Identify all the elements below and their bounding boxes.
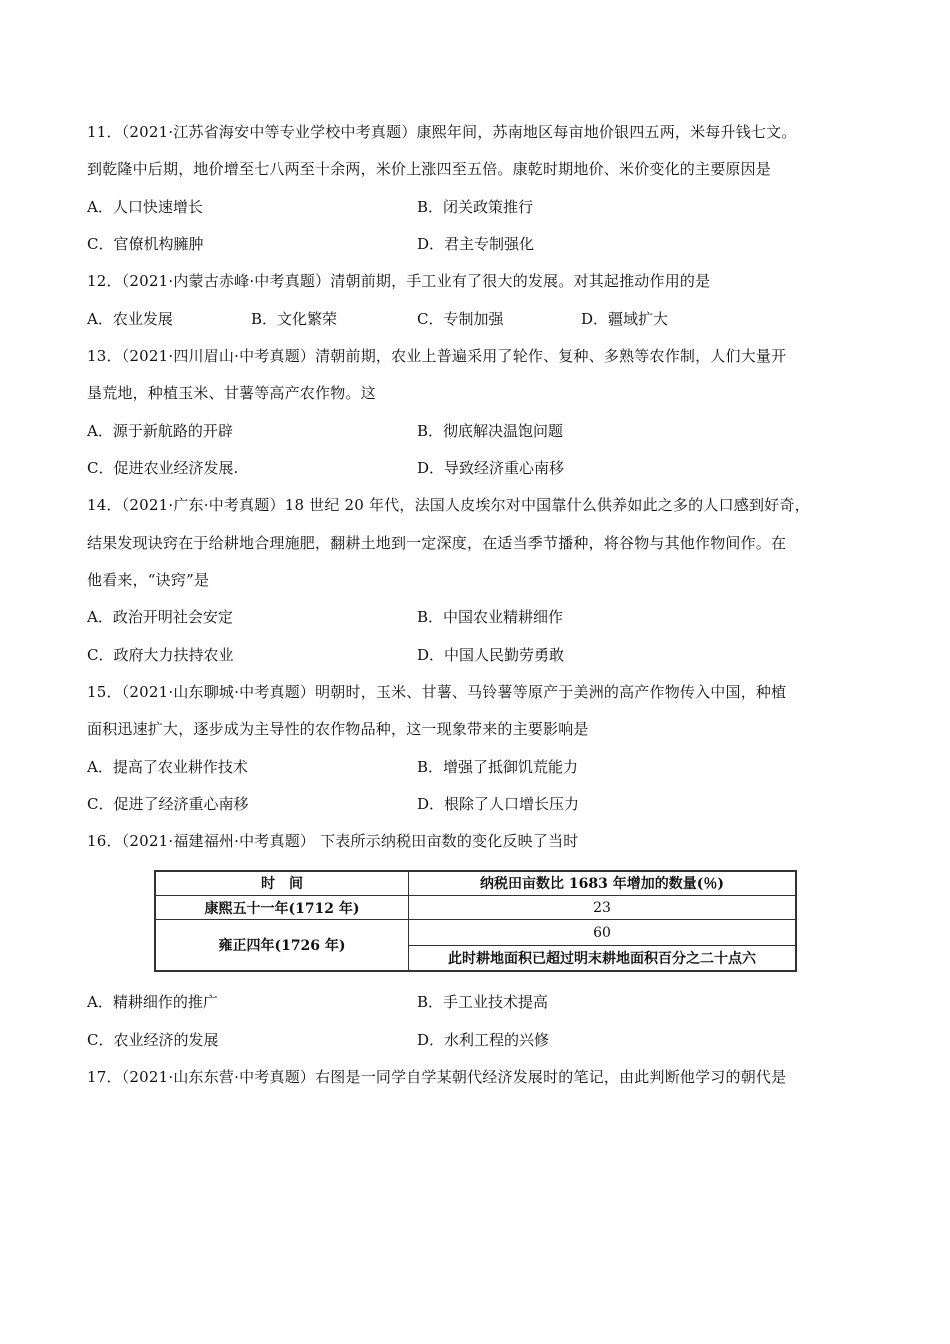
question-16-option-c[interactable]: C．农业经济的发展: [87, 1031, 219, 1049]
question-13-option-d[interactable]: D．导致经济重心南移: [417, 459, 565, 477]
question-11-line-2: 到乾隆中后期，地价增至七八两至十余两，米价上涨四至五倍。康乾时期地价、米价变化的主要原因是: [87, 160, 772, 178]
table-header-value: 纳税田亩数比 1683 年增加的数量(％): [409, 871, 797, 895]
question-14-line-3: 他看来，“诀窍”是: [87, 571, 210, 589]
question-13-option-c[interactable]: C．促进农业经济发展.: [87, 459, 239, 477]
question-11-option-b[interactable]: B．闭关政策推行: [417, 198, 534, 216]
question-17-line-1: 17．（2021·山东东营·中考真题）右图是一同学自学某朝代经济发展时的笔记，由此判断他学习的朝代是: [87, 1068, 787, 1086]
table-row1-value: 23: [409, 895, 797, 919]
question-15-option-a[interactable]: A．提高了农业耕作技术: [87, 758, 248, 776]
question-13-line-1: 13．（2021·四川眉山·中考真题）清朝前期，农业上普遍采用了轮作、复种、多熟等农作制，人们大量开: [87, 347, 787, 365]
question-13-line-2: 垦荒地，种植玉米、甘薯等高产农作物。这: [87, 384, 376, 402]
question-13-option-a[interactable]: A．源于新航路的开辟: [87, 422, 233, 440]
question-16-line-1: 16．（2021·福建福州·中考真题） 下表所示纳税田亩数的变化反映了当时: [87, 832, 579, 850]
question-15-option-d[interactable]: D．根除了人口增长压力: [417, 795, 580, 813]
question-12-option-d[interactable]: D．疆域扩大: [581, 310, 669, 328]
table-row2-time: 雍正四年(1726 年): [155, 920, 409, 971]
question-11-option-d[interactable]: D．君主专制强化: [417, 235, 535, 253]
table-row2-value: 60: [409, 920, 797, 946]
tax-land-table: [154, 870, 797, 972]
question-15-line-2: 面积迅速扩大，逐步成为主导性的农作物品种，这一现象带来的主要影响是: [87, 720, 589, 738]
question-12-option-c[interactable]: C．专制加强: [417, 310, 504, 328]
question-14-line-1: 14．（2021·广东·中考真题）18 世纪 20 年代，法国人皮埃尔对中国靠什么供养如此之多的人口感到好奇，: [87, 496, 810, 514]
question-14-option-c[interactable]: C．政府大力扶持农业: [87, 646, 234, 664]
table-row1-time: 康熙五十一年(1712 年): [155, 895, 409, 919]
question-12-option-b[interactable]: B．文化繁荣: [251, 310, 338, 328]
question-12-option-a[interactable]: A．农业发展: [87, 310, 173, 328]
question-14-option-b[interactable]: B．中国农业精耕细作: [417, 608, 564, 626]
question-16-option-a[interactable]: A．精耕细作的推广: [87, 993, 218, 1011]
question-15-line-1: 15．（2021·山东聊城·中考真题）明朝时，玉米、甘薯、马铃薯等原产于美洲的高产作物传入中国，种植: [87, 683, 787, 701]
table-header-time: 时 间: [155, 871, 409, 895]
question-14-option-d[interactable]: D．中国人民勤劳勇敢: [417, 646, 565, 664]
question-12-line-1: 12．（2021·内蒙古赤峰·中考真题）清朝前期，手工业有了很大的发展。对其起推动作用的是: [87, 272, 711, 290]
question-11-option-a[interactable]: A．人口快速增长: [87, 198, 203, 216]
question-11-option-c[interactable]: C．官僚机构臃肿: [87, 235, 204, 253]
question-16-option-d[interactable]: D．水利工程的兴修: [417, 1031, 550, 1049]
question-14-line-2: 结果发现诀窍在于给耕地合理施肥，翻耕土地到一定深度，在适当季节播种，将谷物与其他作物间作。在: [87, 534, 787, 552]
question-16-option-b[interactable]: B．手工业技术提高: [417, 993, 549, 1011]
question-15-option-b[interactable]: B．增强了抵御饥荒能力: [417, 758, 579, 776]
question-14-option-a[interactable]: A．政治开明社会安定: [87, 608, 233, 626]
question-15-option-c[interactable]: C．促进了经济重心南移: [87, 795, 249, 813]
question-13-option-b[interactable]: B．彻底解决温饱问题: [417, 422, 564, 440]
question-11-line-1: 11．（2021·江苏省海安中等专业学校中考真题）康熙年间，苏南地区每亩地价银四五两，米每升钱七文。: [87, 123, 797, 141]
table-row2-note: 此时耕地面积已超过明末耕地面积百分之二十点六: [409, 945, 797, 971]
